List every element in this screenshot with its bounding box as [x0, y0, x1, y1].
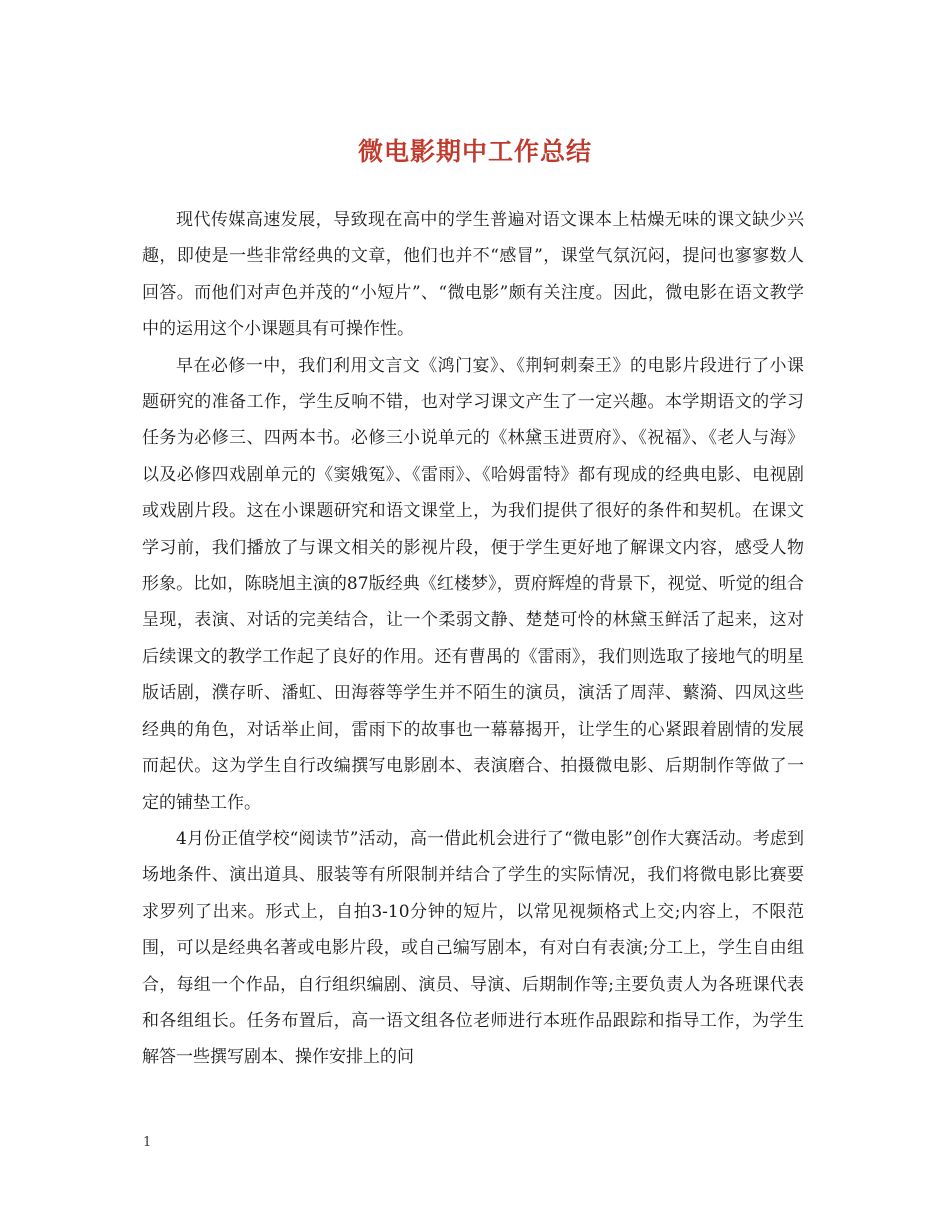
paragraph-1: 现代传媒高速发展，导致现在高中的学生普遍对语文课本上枯燥无味的课文缺少兴趣，即使是一些非常经典的文章，他们也并不“感冒”，课堂气氛沉闷，提问也寥寥数人回答。而他们对声色并茂的“小短片”、“微电影”颇有关注度。因此，微电影在语文教学中的运用这个小课题具有可操作性。 [142, 210, 804, 340]
document-body [142, 202, 804, 1076]
page-number: 1 [143, 1135, 152, 1150]
paragraph-3: 4月份正值学校“阅读节”活动，高一借此机会进行了“微电影”创作大赛活动。考虑到场地条件、演出道具、服装等有所限制并结合了学生的实际情况，我们将微电影比赛要求罗列了出来。形式上，自拍3-10分钟的短片，以常见视频格式上交;内容上，不限范围，可以是经典名著或电影片段，或自己编写剧本，有对白有表演;分工上，学生自由组合，每组一个作品，自行组织编剧、演员、导演、后期制作等;主要负责人为各班课代表和各组组长。任务布置后，高一语文组各位老师进行本班作品跟踪和指导工作，为学生解答一些撰写剧本、操作安排上的问 [142, 828, 804, 1068]
paragraph-2: 早在必修一中，我们利用文言文《鸿门宴》、《荆轲刺秦王》的电影片段进行了小课题研究的准备工作，学生反响不错，也对学习课文产生了一定兴趣。本学期语文的学习任务为必修三、四两本书。必修三小说单元的《林黛玉进贾府》、《祝福》、《老人与海》以及必修四戏剧单元的《窦娥冤》、《雷雨》、《哈姆雷特》都有现成的经典电影、电视剧或戏剧片段。这在小课题研究和语文课堂上，为我们提供了很好的条件和契机。在课文学习前，我们播放了与课文相关的影视片段，便于学生更好地了解课文内容，感受人物形象。比如，陈晓旭主演的87版经典《红楼梦》，贾府辉煌的背景下，视觉、听觉的组合呈现，表演、对话的完美结合，让一个柔弱文静、楚楚可怜的林黛玉鲜活了起来，这对后续课文的教学工作起了良好的作用。还有曹禺的《雷雨》，我们则选取了接地气的明星版话剧，濮存昕、潘虹、田海蓉等学生并不陌生的演员，演活了周萍、蘩漪、四凤这些经典的角色，对话举止间，雷雨下的故事也一幕幕揭开，让学生的心紧跟着剧情的发展而起伏。这为学生自行改编撰写电影剧本、表演磨合、拍摄微电影、后期制作等做了一定的铺垫工作。 [142, 355, 804, 813]
document-title: 微电影期中工作总结 [357, 137, 592, 166]
